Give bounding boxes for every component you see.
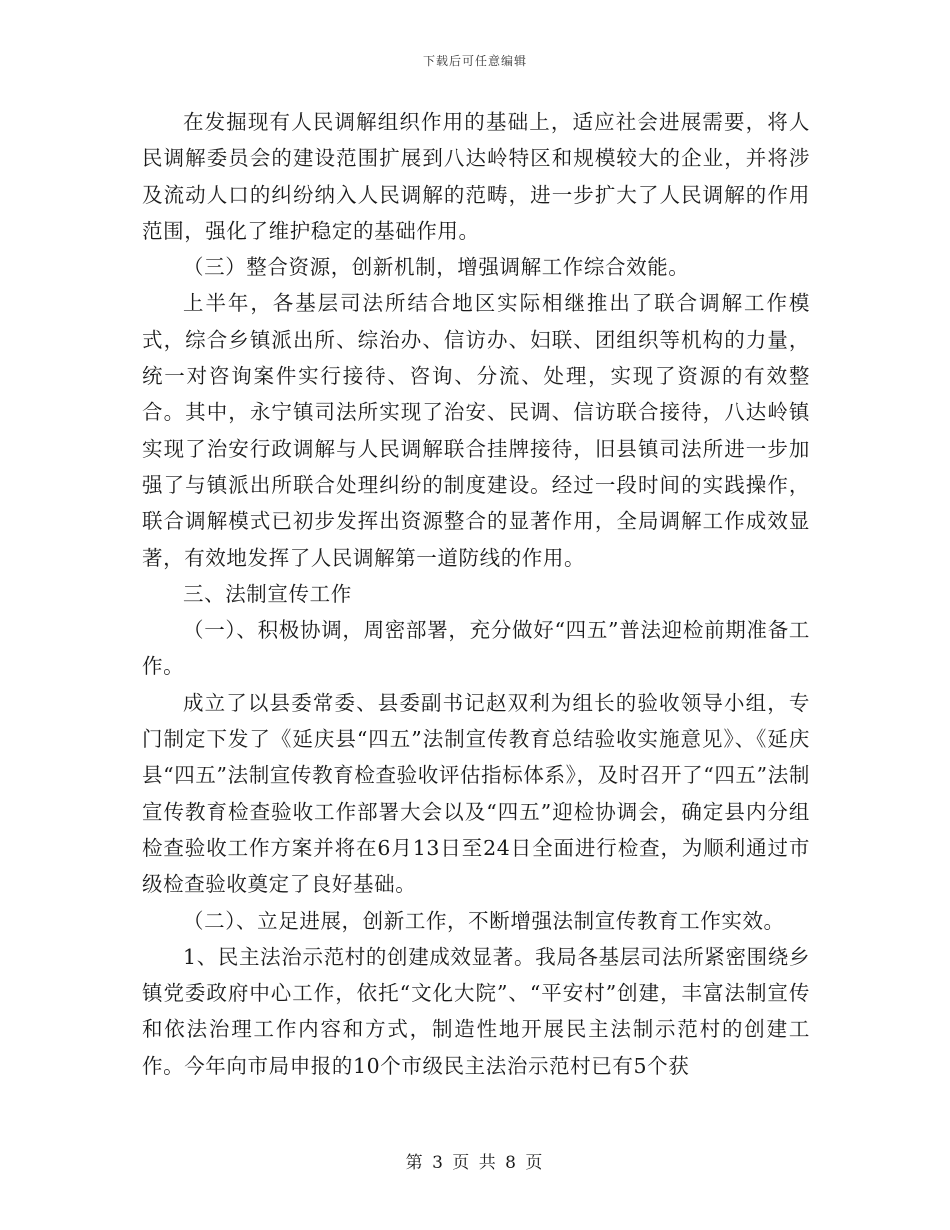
paragraph-mediation-scope: 在发掘现有人民调解组织作用的基础上，适应社会进展需要，将人民调解委员会的建设范围扩展到八达岭特区和规模较大的企业，并将涉及流动人口的纠纷纳入人民调解的范畴，进一步扩大了人民调解的作用范围，强化了维护稳定的基础作用。	[142, 110, 810, 243]
page-number-footer: 第 3 页 共 8 页	[405, 1153, 545, 1173]
heading-innovation: （二）、立足进展，创新工作，不断增强法制宣传教育工作实效。	[183, 908, 785, 933]
page-header-note: 下载后可任意编辑	[422, 54, 527, 68]
document-body	[142, 104, 810, 1084]
heading-coordination: （一）、积极协调，周密部署，充分做好“四五”普法迎检前期准备工作。	[142, 618, 810, 679]
heading-legal-publicity: 三、法制宣传工作	[183, 581, 352, 606]
heading-integrate-resources: （三）整合资源，创新机制，增强调解工作综合效能。	[183, 255, 690, 280]
paragraph-joint-mediation: 上半年，各基层司法所结合地区实际相继推出了联合调解工作模式，综合乡镇派出所、综治办、信访办、妇联、团组织等机构的力量，统一对咨询案件实行接待、咨询、分流、处理，实现了资源的有效整合。其中，永宁镇司法所实现了治安、民调、信访联合接待，八达岭镇实现了治安行政调解与人民调解联合挂牌接待，旧县镇司法所进一步加强了与镇派出所联合处理纠纷的制度建设。经过一段时间的实践操作，联合调解模式已初步发挥出资源整合的显著作用，全局调解工作成效显著，有效地发挥了人民调解第一道防线的作用。	[142, 291, 810, 570]
paragraph-model-villages: 1、民主法治示范村的创建成效显著。我局各基层司法所紧密围绕乡镇党委政府中心工作，依托“文化大院”、“平安村”创建，丰富法制宣传和依法治理工作内容和方式，制造性地开展民主法制示范村的创建工作。今年向市局申报的10个市级民主法治示范村已有5个获	[142, 944, 810, 1078]
paragraph-acceptance-group: 成立了以县委常委、县委副书记赵双利为组长的验收领导小组，专门制定下发了《延庆县“四五”法制宣传教育总结验收实施意见》、《延庆县“四五”法制宣传教育检查验收评估指标体系》，及时召开了“四五”法制宣传教育检查验收工作部署大会以及“四五”迎检协调会，确定县内分组检查验收工作方案并将在6月13日至24日全面进行检查，为顺利通过市级检查验收奠定了良好基础。	[142, 690, 810, 897]
